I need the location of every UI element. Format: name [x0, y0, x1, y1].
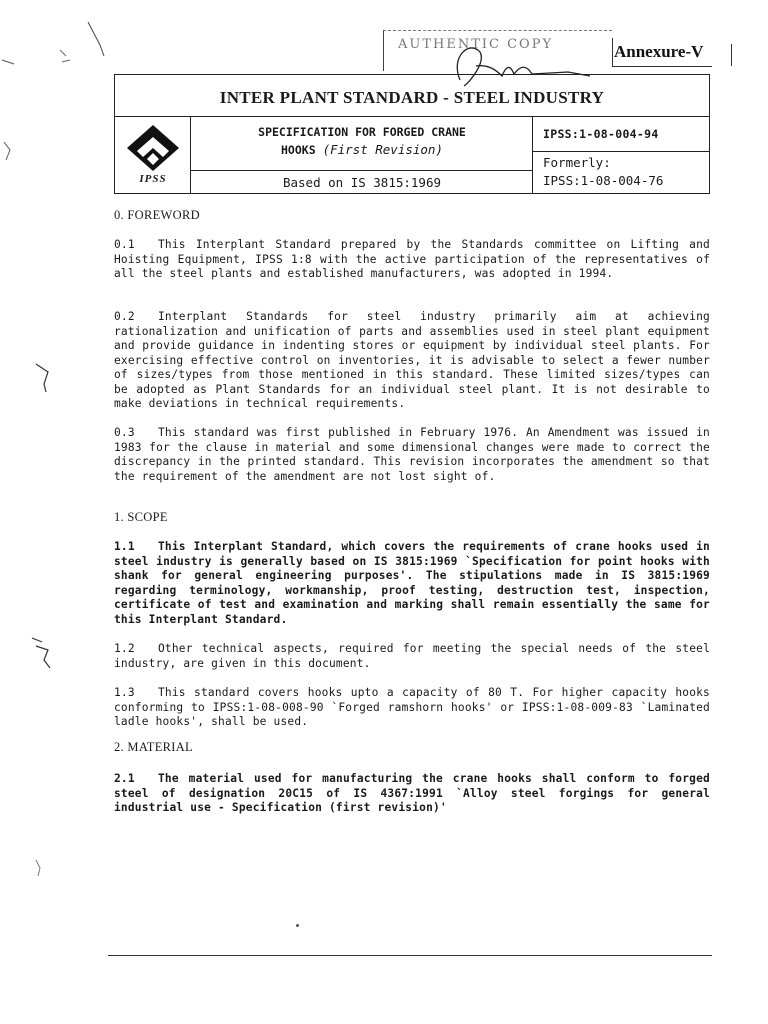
spec-revision: (First Revision) — [322, 142, 443, 157]
spec-title-line2 — [191, 142, 533, 157]
standard-title: INTER PLANT STANDARD - STEEL INDUSTRY — [115, 75, 709, 117]
logo-label: IPSS — [139, 173, 167, 185]
standard-code: IPSS:1-08-004-94 — [543, 127, 659, 141]
clause-text: This standard covers hooks upto a capacity of 80 T. For higher capacity hooks conforming to IPSS:1-08-008-90 `Forged ramshorn hooks' or IPSS:1-08-009-83 `Laminated ladle hooks', shall be used. — [114, 686, 710, 728]
footer-rule — [108, 955, 712, 956]
scan-speck — [296, 924, 299, 927]
paragraph-1-1 — [114, 540, 710, 627]
spec-title-line1: SPECIFICATION FOR FORGED CRANE — [258, 125, 466, 139]
paragraph-0-3 — [114, 426, 710, 484]
clause-number: 1.3 — [114, 686, 135, 699]
foreword-heading: 0. FOREWORD — [114, 208, 200, 222]
paragraph-0-2 — [114, 310, 710, 412]
standard-header-box — [114, 74, 710, 194]
clause-number: 0.1 — [114, 238, 135, 251]
scope-heading: 1. SCOPE — [114, 510, 168, 524]
ipss-diamond-logo-icon — [125, 123, 181, 173]
margin-scan-marks — [0, 0, 110, 1024]
clause-text: This standard was first published in February 1976. An Amendment was issued in 1983 for the clause in material and some dimensional changes were made to correct the discrepancy in the printed standard. This revision incorporates the amendment so that the requirement of the amendment are not lost sight of. — [114, 426, 710, 483]
code-divider — [533, 151, 709, 152]
clause-text: Interplant Standards for steel industry primarily aim at achieving rationalization and unification of parts and assemblies used in steel plant equipment and provide guidance in indenting stores or equipment by individual steel plants. For exercising effective control on inventories, it is advisable to select a fewer number of sizes/types from those mentioned in this standard. These limited sizes/types can be adopted as Plant Standards for an individual steel plant. It is not desirable to make deviations in technical requirements. — [114, 310, 710, 410]
clause-number: 1.2 — [114, 642, 135, 655]
paragraph-1-3 — [114, 686, 710, 730]
specification-cell — [191, 117, 533, 193]
spec-hooks-word: HOOKS — [281, 143, 316, 157]
formerly-code: IPSS:1-08-004-76 — [543, 173, 664, 188]
clause-text: This Interplant Standard prepared by the Standards committee on Lifting and Hoisting Equipment, IPSS 1:8 with the active participation of the representatives of all the steel plants and established manufacturers, was adopted in 1994. — [114, 238, 710, 280]
code-cell — [533, 117, 709, 193]
clause-number: 2.1 — [114, 772, 135, 785]
annexure-right-rule — [731, 44, 732, 66]
formerly-label: Formerly: — [543, 155, 611, 170]
clause-text: Other technical aspects, required for meeting the special needs of the steel industry, are given in this document. — [114, 642, 710, 670]
annexure-label: Annexure-V — [614, 42, 704, 61]
annexure-underline — [612, 66, 712, 67]
clause-number: 0.2 — [114, 310, 135, 323]
logo-cell — [115, 117, 191, 193]
paragraph-0-1 — [114, 238, 710, 282]
based-on-standard: Based on IS 3815:1969 — [282, 175, 442, 190]
paragraph-1-2 — [114, 642, 710, 671]
clause-number: 0.3 — [114, 426, 135, 439]
clause-number: 1.1 — [114, 540, 135, 553]
clause-text: This Interplant Standard, which covers the requirements of crane hooks used in steel industry is generally based on IS 3815:1969 `Specification for point hooks with shank for general engineering purposes'. The stipulations made in IS 3815:1969 regarding terminology, workmanship, proof testing, destruction test, inspection, certificate of test and examination and marking shall remain essentially the same for this Interplant Standard. — [114, 540, 710, 626]
stamp-text: AUTHENTIC COPY — [398, 37, 554, 52]
annexure-left-rule — [612, 38, 613, 66]
spec-divider — [191, 170, 533, 171]
paragraph-2-1 — [114, 772, 710, 816]
clause-text: The material used for manufacturing the crane hooks shall conform to forged steel of designation 20C15 of IS 4367:1991 `Alloy steel forgings for general industrial use - Specification (first revision)' — [114, 772, 710, 814]
material-heading: 2. MATERIAL — [114, 740, 193, 754]
